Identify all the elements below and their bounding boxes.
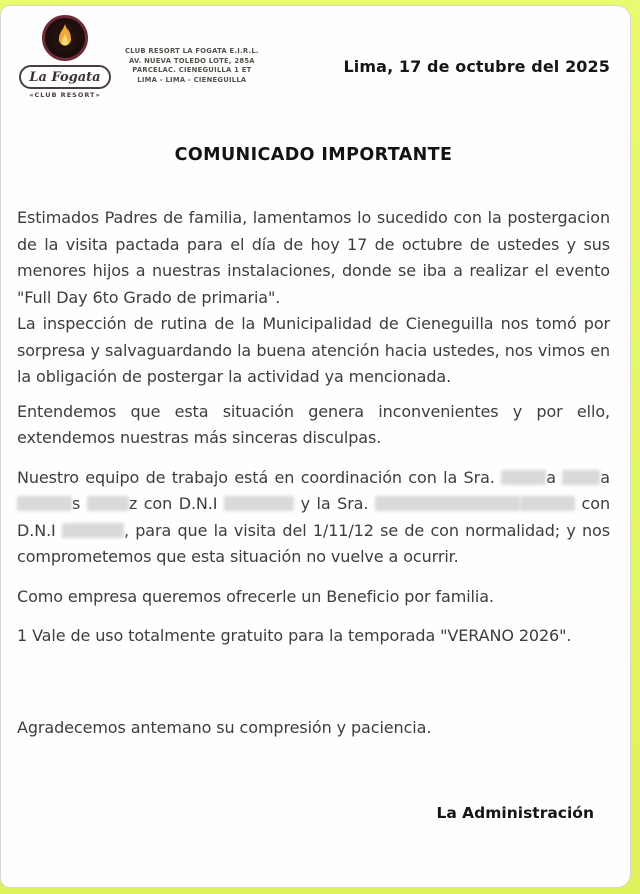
company-line: PARCELAC. CIENEGUILLA 1 ET — [132, 66, 252, 74]
coordination-text: a — [546, 467, 563, 487]
company-line: AV. NUEVA TOLEDO LOTE, 285A — [128, 56, 255, 65]
paragraph-apology: Estimados Padres de familia, lamentamos lo sucedido con la postergacion de la visita pactada para el día de hoy 17 de octubre de ustedes y sus menores hijos a nuestras instalaciones, donde se iba a realizar el evento "Full Day 6to Grado de primaria". — [17, 208, 610, 307]
redacted-name — [17, 496, 72, 511]
coordination-text: z con D.N.I — [128, 494, 224, 513]
brand-subtitle: «CLUB RESORT» — [29, 91, 101, 99]
paragraph-voucher: 1 Vale de uso totalmente gratuito para la temporada "VERANO 2026". — [17, 626, 572, 645]
redacted-name — [375, 496, 520, 511]
coordination-text: con D.N.I — [17, 494, 610, 540]
letterhead — [17, 15, 610, 115]
brand-block — [17, 15, 259, 99]
letter-page — [0, 5, 631, 888]
paragraph-thanks: Agradecemos antemano su compresión y paciencia. — [17, 717, 432, 737]
la-fogata-logo — [17, 15, 113, 99]
signature: La Administración — [436, 804, 594, 822]
document-title: COMUNICADO IMPORTANTE — [174, 145, 453, 165]
paragraph-inspection: La inspección de rutina de la Municipalidad de Cieneguilla nos tomó por sorpresa y salvaguardando la buena atención hacia ustedes, nos vimos en la obligación de postergar la actividad ya mencionada. — [17, 314, 610, 386]
company-line: LIMA - LIMA - CIENEGUILLA — [137, 75, 247, 84]
coordination-text: Nuestro equipo de trabajo está en coordinación con la Sra. — [17, 467, 502, 487]
paragraph-benefit: Como empresa queremos ofrecerle un Beneficio por familia. — [17, 586, 494, 606]
paragraph-coordination — [17, 465, 610, 571]
redacted-dni — [224, 496, 294, 511]
redacted-name — [501, 470, 546, 485]
flame-icon — [42, 15, 88, 61]
letter-date: Lima, 17 de octubre del 2025 — [343, 57, 610, 76]
paragraph-understanding: Entendemos que esta situación genera inconvenientes y por ello, extendemos nuestras más sinceras disculpas. — [17, 401, 610, 447]
document-body — [17, 205, 610, 741]
brand-name: La Fogata — [19, 65, 111, 89]
coordination-text: s — [72, 494, 87, 513]
redacted-name — [520, 496, 575, 511]
coordination-text: y la Sra. — [293, 494, 375, 513]
redacted-name — [562, 470, 600, 485]
redacted-dni — [62, 523, 124, 538]
redacted-name — [87, 496, 129, 511]
company-address — [125, 47, 259, 85]
coordination-text: , para que la visita del 1/11/12 se de con normalidad; y nos comprometemos que esta situación no vuelve a ocurrir. — [17, 520, 610, 566]
company-line: CLUB RESORT LA FOGATA E.I.R.L. — [125, 47, 259, 55]
coordination-text: a — [600, 467, 610, 487]
